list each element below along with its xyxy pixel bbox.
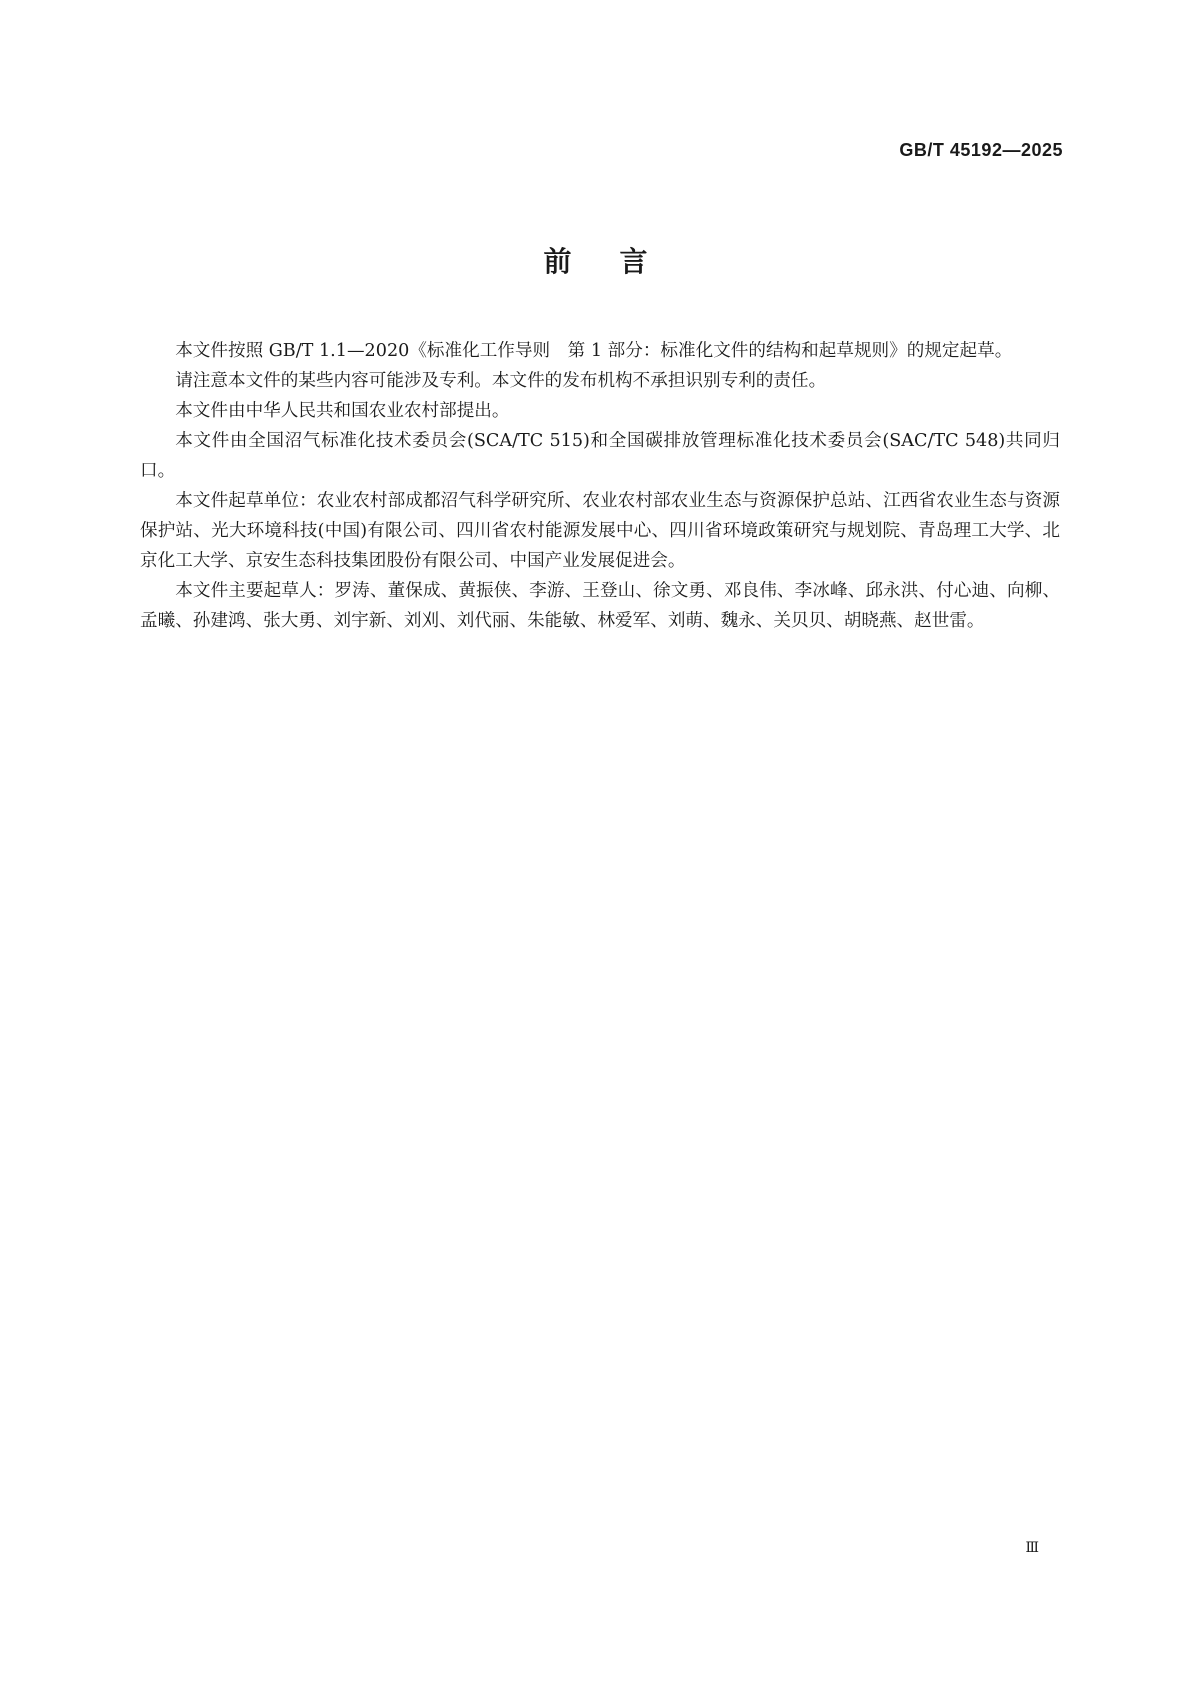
paragraph-committee: 本文件由全国沼气标准化技术委员会(SCA/TC 515)和全国碳排放管理标准化技术委员会(SAC/TC 548)共同归口。	[140, 431, 1060, 481]
document-code: GB/T 45192—2025	[899, 140, 1063, 160]
paragraph-drafting-units: 本文件起草单位：农业农村部成都沼气科学研究所、农业农村部农业生态与资源保护总站、江西省农业生态与资源保护站、光大环境科技(中国)有限公司、四川省农村能源发展中心、四川省环境政策研究与规划院、青岛理工大学、北京化工大学、京安生态科技集团股份有限公司、中国产业发展促进会。	[140, 491, 1060, 571]
page-title: 前言	[543, 245, 696, 278]
paragraph-drafters: 本文件主要起草人：罗涛、董保成、黄振侠、李游、王登山、徐文勇、邓良伟、李冰峰、邱永洪、付心迪、向柳、孟曦、孙建鸿、张大勇、刘宇新、刘刈、刘代丽、朱能敏、林爱军、刘萌、魏永、关贝贝、胡晓燕、赵世雷。	[140, 581, 1060, 631]
foreword-body	[140, 336, 1060, 636]
paragraph-drafting-rules: 本文件按照 GB/T 1.1—2020《标准化工作导则 第 1 部分：标准化文件的结构和起草规则》的规定起草。	[175, 341, 1013, 361]
paragraph-proposer: 本文件由中华人民共和国农业农村部提出。	[175, 401, 510, 421]
paragraph-patent-notice: 请注意本文件的某些内容可能涉及专利。本文件的发布机构不承担识别专利的责任。	[175, 371, 827, 391]
page-number: Ⅲ	[1025, 1540, 1039, 1556]
